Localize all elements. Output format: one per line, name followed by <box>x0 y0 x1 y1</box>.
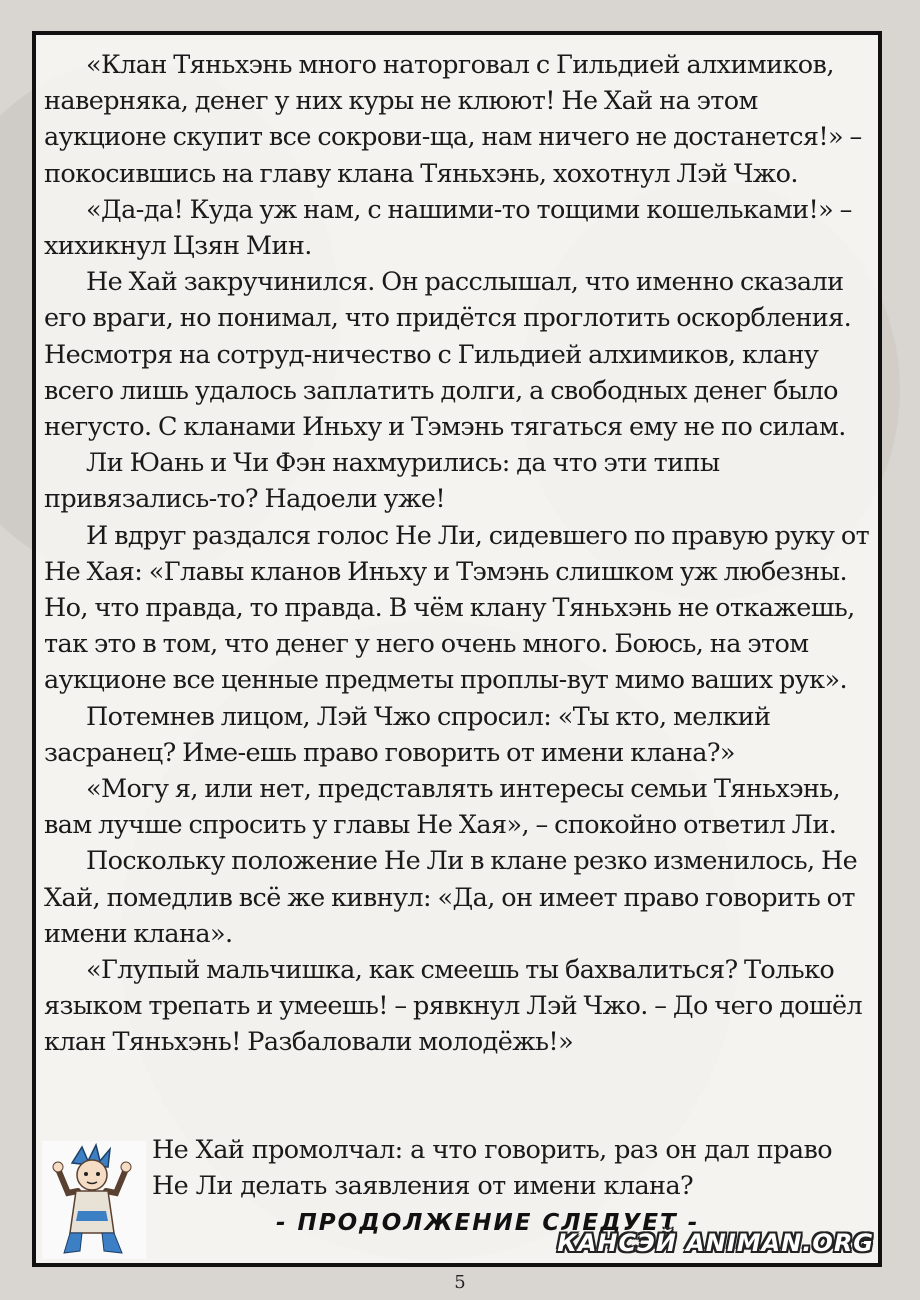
paragraph: Не Хай закручинился. Он расслышал, что именно сказали его враги, но понимал, что придётся проглотить оскорбления. Несмотря на сотруд-ничество с Гильдией алхимиков, клану всего лишь удалось заплатить долги, а свободных денег было негусто. С кланами Иньху и Тэмэнь тягаться ему не по силам. <box>44 267 852 443</box>
paragraph: «Глупый мальчишка, как смеешь ты бахвалиться? Только языком трепать и умеешь! – рявкнул Лэй Чжо. – До чего дошёл клан Тяньхэнь! Разбаловали молодёжь!» <box>44 955 863 1058</box>
text-frame <box>32 31 882 1267</box>
paragraph: «Могу я, или нет, представлять интересы семьи Тяньхэнь, вам лучше спросить у главы Не Хая», – спокойно ответил Ли. <box>44 774 841 841</box>
paragraph: «Да-да! Куда уж нам, с нашими-то тощими кошельками!» – хихикнул Цзян Мин. <box>44 194 852 262</box>
paragraph: Ли Юань и Чи Фэн нахмурились: да что эти типы привязались-то? Надоели уже! <box>44 448 720 515</box>
story-text <box>44 47 872 1061</box>
to-be-continued-label: - ПРОДОЛЖЕНИЕ СЛЕДУЕТ - <box>276 1210 700 1236</box>
paragraph: И вдруг раздался голос Не Ли, сидевшего по правую руку от Не Хая: «Главы кланов Иньху и Тэмэнь слишком уж любезны. Но, что правда, то правда. В чём клану Тяньхэнь не откажешь, так это в том, что денег у него очень много. Боюсь, на этом аукционе все ценные предметы проплы-вут мимо ваших рук». <box>44 520 870 696</box>
page-number: 5 <box>454 1272 466 1293</box>
final-paragraph-block <box>152 1132 868 1204</box>
paragraph: Поскольку положение Не Ли в клане резко изменилось, Не Хай, помедлив всё же кивнул: «Да, он имеет право говорить от имени клана». <box>44 846 858 949</box>
paragraph: «Клан Тяньхэнь много наторговал с Гильдией алхимиков, наверняка, денег у них куры не клюют! Не Хай на этом аукционе скупит все сокрови-ща, нам ничего не достанется!» – покосившись на главу клана Тяньхэнь, хохотнул Лэй Чжо. <box>44 50 862 189</box>
paragraph: Потемнев лицом, Лэй Чжо спросил: «Ты кто, мелкий засранец? Име-ешь право говорить от имени клана?» <box>44 701 771 768</box>
final-paragraph: Не Хай промолчал: а что говорить, раз он дал право Не Ли делать заявления от имени клана? <box>152 1135 833 1202</box>
chibi-character-illustration <box>42 1141 146 1259</box>
credits-watermark: КАНСЭЙ ANIMAN.ORG <box>557 1229 874 1257</box>
